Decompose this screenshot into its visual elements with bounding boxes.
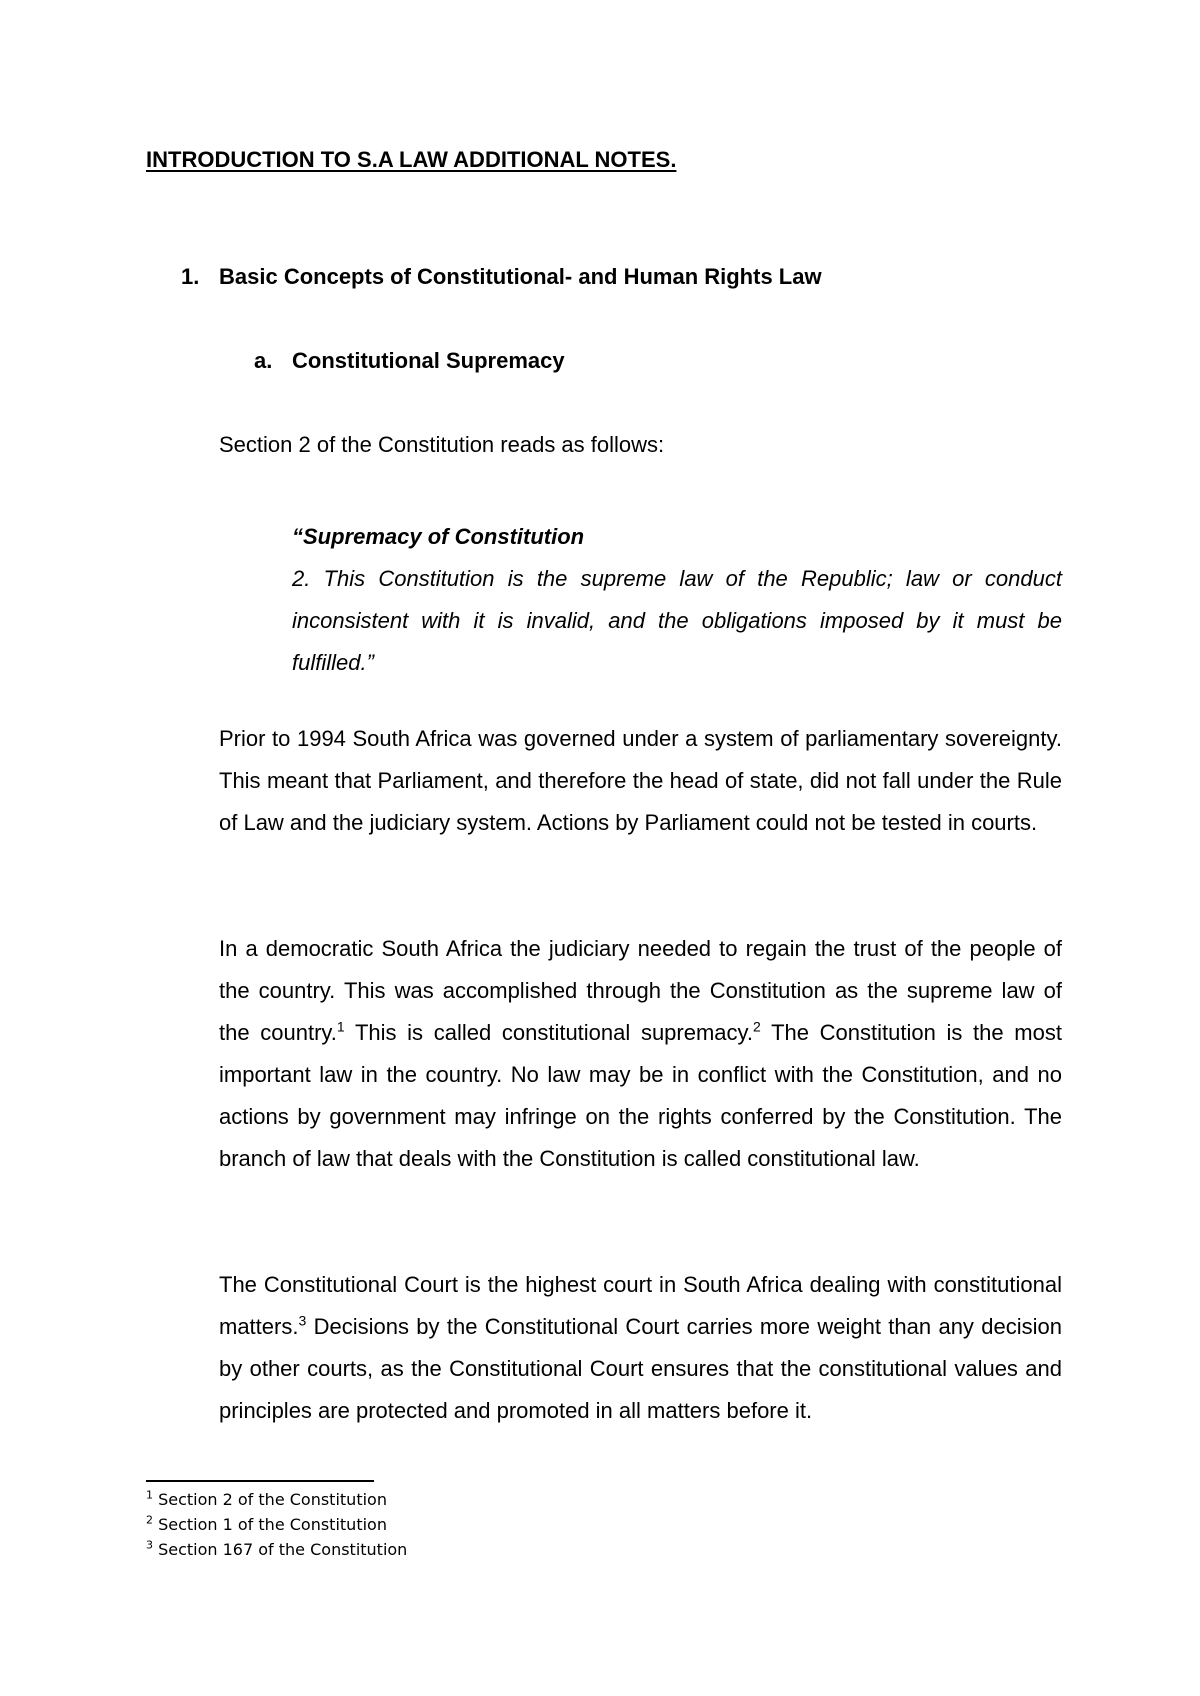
quote-heading: “Supremacy of Constitution — [292, 524, 585, 549]
footnote-text: Section 167 of the Constitution — [158, 1540, 408, 1559]
footnote-item — [146, 1487, 407, 1512]
footnote-item — [146, 1512, 407, 1537]
footnote-number: 2 — [146, 1513, 153, 1527]
paragraph-text: The Constitutional Court is the highest court in South Africa dealing with constitutional matters. — [219, 1272, 1062, 1339]
paragraph-parliamentary-sovereignty: Prior to 1994 South Africa was governed under a system of parliamentary sovereignty. This meant that Parliament, and therefore the head of state, did not fall under the Rule of Law and the judiciary system. Actions by Parliament could not be tested in courts. — [219, 726, 1062, 835]
footnote-ref-2[interactable]: 2 — [753, 1018, 761, 1035]
subsection-heading-text: Constitutional Supremacy — [292, 348, 565, 373]
intro-sentence: Section 2 of the Constitution reads as follows: — [219, 432, 665, 457]
paragraph-text: In a democratic South Africa the judiciary needed to regain the trust of the people of the country. This was accomplished through the Constitution as the supreme law of the country. — [219, 936, 1062, 1045]
paragraph-constitutional-court — [219, 1264, 1062, 1432]
footnote-item — [146, 1537, 407, 1562]
footnote-number: 1 — [146, 1488, 153, 1502]
section-heading-text: Basic Concepts of Constitutional- and Human Rights Law — [219, 264, 822, 289]
footnote-text: Section 1 of the Constitution — [158, 1515, 387, 1534]
subsection-heading — [254, 348, 565, 374]
section-number: 1. — [181, 264, 200, 289]
footnote-ref-3[interactable]: 3 — [298, 1312, 307, 1329]
section-heading — [181, 264, 822, 290]
paragraph-constitutional-supremacy — [219, 928, 1062, 1180]
paragraph-text: Decisions by the Constitutional Court carries more weight than any decision by other courts, as the Constitutional Court ensures that the constitutional values and principles are protected and promoted in all matters before it. — [219, 1314, 1062, 1423]
paragraph-text: The Constitution is the most important law in the country. No law may be in conflict with the Constitution, and no actions by government may infringe on the rights conferred by the Constitution. The branch of law that deals with the Constitution is called constitutional law. — [219, 1020, 1062, 1171]
subsection-letter: a. — [254, 348, 273, 373]
footnote-number: 3 — [146, 1538, 153, 1552]
document-title: INTRODUCTION TO S.A LAW ADDITIONAL NOTES. — [146, 147, 677, 172]
footnotes — [146, 1487, 407, 1562]
footnote-separator — [146, 1480, 374, 1482]
footnote-ref-1[interactable]: 1 — [336, 1018, 345, 1035]
quote-body: 2. This Constitution is the supreme law of the Republic; law or conduct inconsistent with it is invalid, and the obligations imposed by it must be fulfilled.” — [292, 566, 1062, 675]
paragraph-text: This is called constitutional supremacy. — [344, 1020, 754, 1045]
constitution-quote — [292, 516, 1062, 684]
footnote-text: Section 2 of the Constitution — [158, 1490, 387, 1509]
